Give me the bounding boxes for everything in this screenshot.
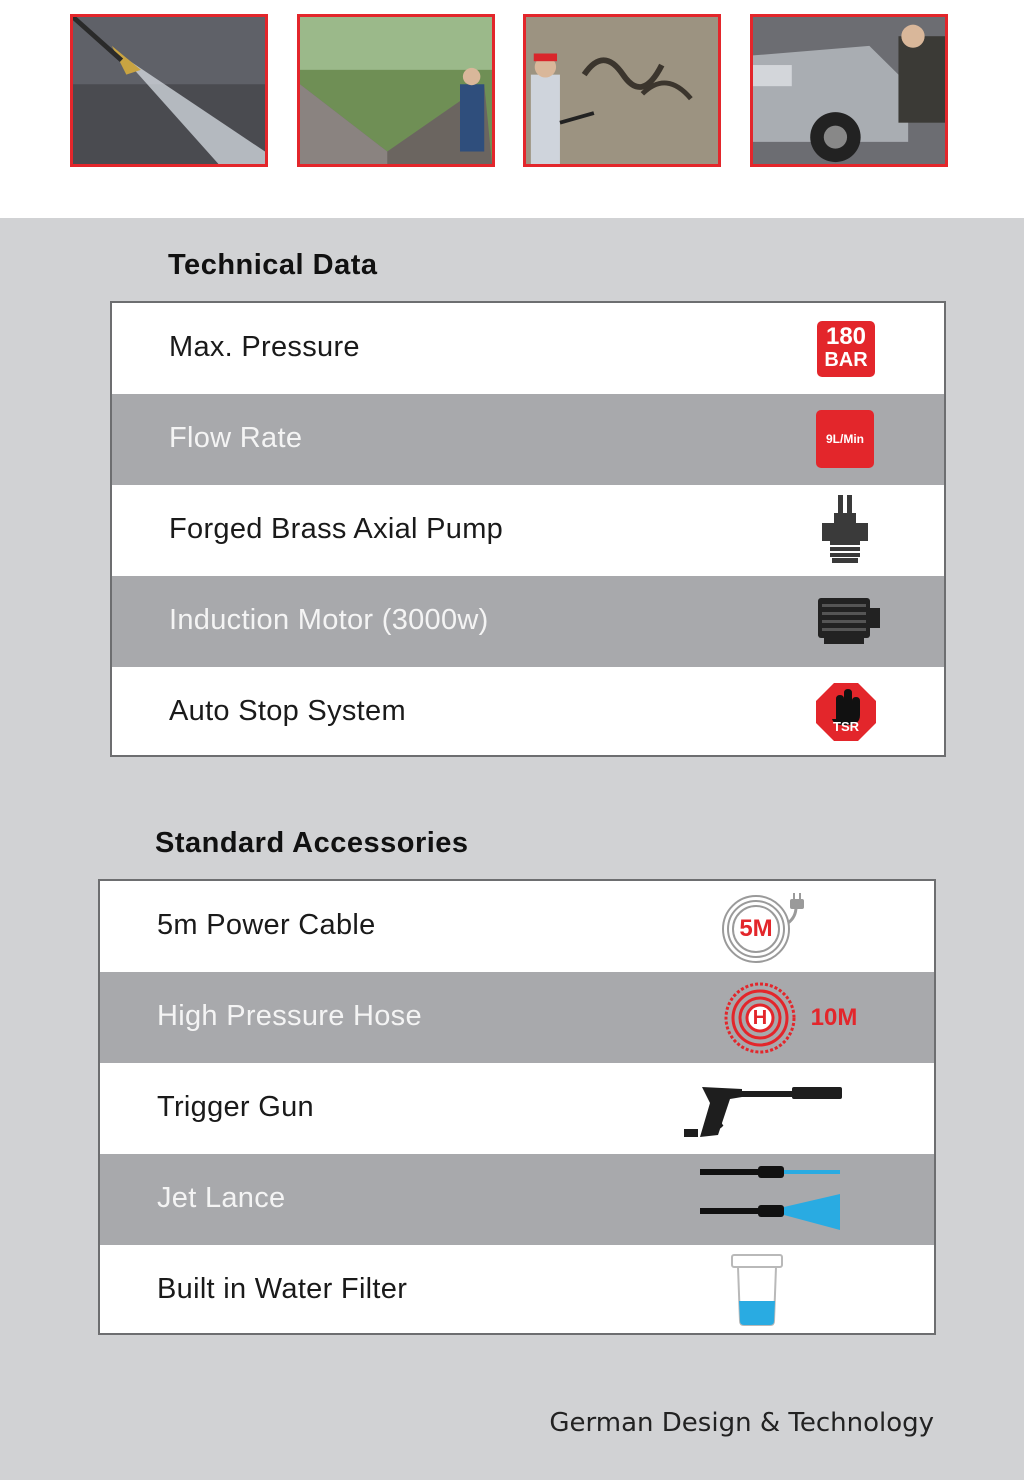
footer-tagline: German Design & Technology bbox=[549, 1408, 934, 1438]
trigger-gun-icon bbox=[682, 1079, 846, 1141]
photo-car-washing bbox=[750, 14, 948, 167]
acc-row-label: Jet Lance bbox=[157, 1182, 286, 1214]
acc-row-trigger-gun bbox=[100, 1063, 934, 1154]
tech-row-label: Flow Rate bbox=[169, 422, 303, 454]
pressure-badge-icon bbox=[817, 321, 875, 377]
tech-row-label: Induction Motor (3000w) bbox=[169, 604, 489, 636]
acc-row-label: Trigger Gun bbox=[157, 1091, 314, 1123]
tech-row-label: Auto Stop System bbox=[169, 695, 406, 727]
tech-row-auto-stop bbox=[112, 667, 944, 758]
pressure-value: 180 bbox=[825, 323, 867, 350]
technical-data-title: Technical Data bbox=[168, 249, 378, 281]
hose-symbol: H bbox=[752, 1007, 768, 1029]
jet-lance-icon bbox=[698, 1164, 844, 1234]
acc-row-power-cable bbox=[100, 881, 934, 972]
tech-row-flow-rate bbox=[112, 394, 944, 485]
photo-driveway-cleaning bbox=[70, 14, 268, 167]
acc-row-water-filter bbox=[100, 1245, 934, 1336]
axial-pump-icon bbox=[820, 495, 872, 565]
photo-graffiti-removal bbox=[523, 14, 721, 167]
acc-row-label: 5m Power Cable bbox=[157, 909, 376, 941]
power-cable-length: 5M bbox=[739, 915, 773, 942]
pressure-unit: BAR bbox=[824, 349, 868, 371]
tech-row-axial-pump bbox=[112, 485, 944, 576]
acc-row-pressure-hose bbox=[100, 972, 934, 1063]
technical-data-table bbox=[110, 301, 946, 757]
tech-row-max-pressure bbox=[112, 303, 944, 394]
standard-accessories-title: Standard Accessories bbox=[155, 827, 469, 859]
tech-row-label: Forged Brass Axial Pump bbox=[169, 513, 504, 545]
hose-length: 10M bbox=[810, 1004, 858, 1031]
photo-strip bbox=[0, 0, 1024, 218]
tech-row-induction-motor bbox=[112, 576, 944, 667]
photo-roof-cleaning bbox=[297, 14, 495, 167]
auto-stop-label: TSR bbox=[833, 719, 859, 734]
accessories-table bbox=[98, 879, 936, 1335]
acc-row-label: Built in Water Filter bbox=[157, 1273, 408, 1305]
acc-row-label: High Pressure Hose bbox=[157, 1000, 422, 1032]
acc-row-jet-lance bbox=[100, 1154, 934, 1245]
tech-row-label: Max. Pressure bbox=[169, 331, 360, 363]
flow-rate-badge-icon: 9L/Min bbox=[816, 410, 874, 468]
water-filter-icon bbox=[730, 1253, 784, 1329]
motor-icon bbox=[814, 594, 882, 648]
